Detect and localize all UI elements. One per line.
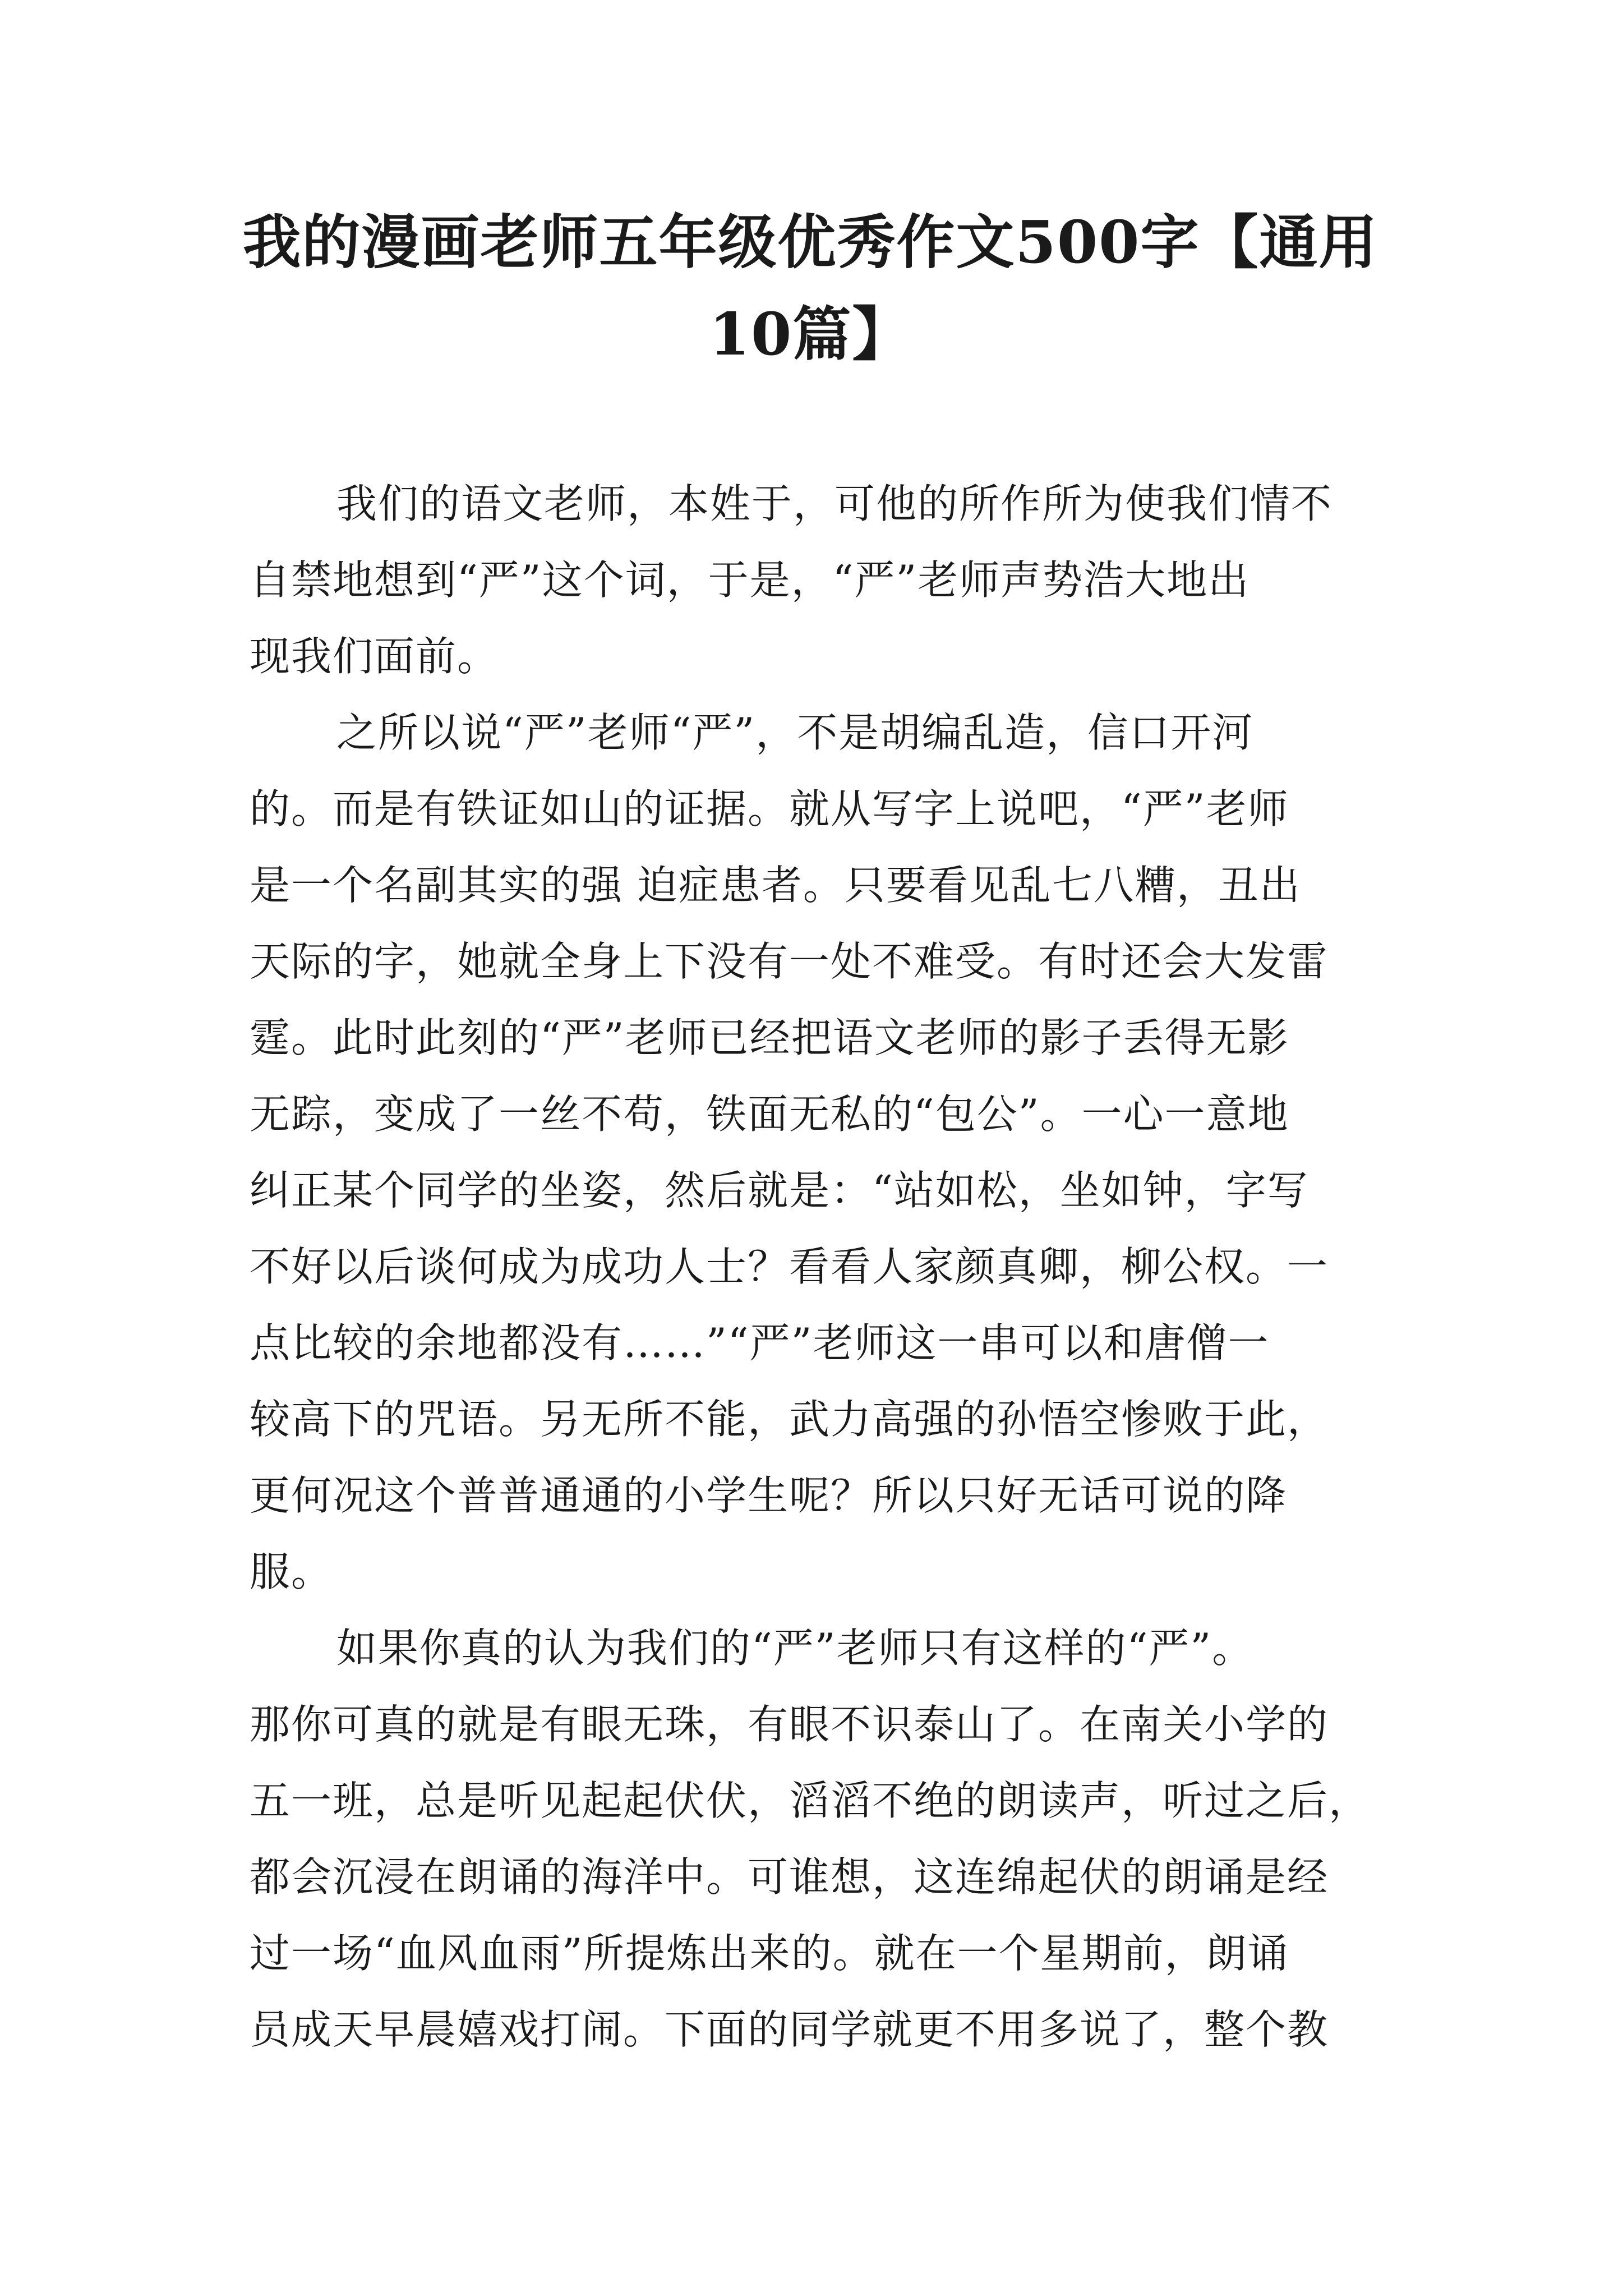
paragraph-line: 是一个名副其实的强 迫症患者。只要看见乱七八糟，丑出 xyxy=(250,862,1301,909)
paragraph-line: 现我们面前。 xyxy=(250,633,499,680)
paragraph-line: 更何况这个普普通通的小学生呢？所以只好无话可说的降 xyxy=(250,1472,1288,1519)
paragraph-line: 过一场“血风血雨”所提炼出来的。就在一个星期前，朗诵 xyxy=(250,1930,1289,1977)
paragraph-line: 纠正某个同学的坐姿，然后就是：“站如松，坐如钟，字写 xyxy=(250,1167,1309,1214)
paragraph-line: 员成天早晨嬉戏打闹。下面的同学就更不用多说了，整个教 xyxy=(250,2006,1329,2053)
title-line: 我的漫画老师五年级优秀作文500字【通用 xyxy=(242,208,1378,277)
document-title xyxy=(236,196,1385,380)
paragraph-line: 较高下的咒语。另无所不能，武力高强的孙悟空惨败于此， xyxy=(250,1396,1329,1443)
paragraph-first-line: 我们的语文老师，本姓于，可他的所作所为使我们情不 xyxy=(336,480,1333,527)
paragraph-line: 不好以后谈何成为成功人士？看看人家颜真卿，柳公权。一 xyxy=(250,1243,1329,1290)
paragraph-line: 五一班，总是听见起起伏伏，滔滔不绝的朗读声，听过之后， xyxy=(250,1777,1371,1824)
paragraph-line: 点比较的余地都没有……”“严”老师这一串可以和唐僧一 xyxy=(250,1319,1270,1366)
paragraph-line: 天际的字，她就全身上下没有一处不难受。有时还会大发雷 xyxy=(250,938,1329,985)
title-line: 10篇】 xyxy=(709,300,912,369)
document-body xyxy=(250,466,1377,2068)
paragraph-first-line: 之所以说“严”老师“严”，不是胡编乱造，信口开河 xyxy=(336,709,1254,756)
paragraph-line: 自禁地想到“严”这个词，于是，“严”老师声势浩大地出 xyxy=(250,556,1250,604)
paragraph-first-line: 如果你真的认为我们的“严”老师只有这样的“严”。 xyxy=(336,1625,1254,1672)
paragraph-line: 那你可真的就是有眼无珠，有眼不识泰山了。在南关小学的 xyxy=(250,1701,1329,1748)
paragraph-line: 都会沉浸在朗诵的海洋中。可谁想，这连绵起伏的朗诵是经 xyxy=(250,1853,1329,1901)
paragraph-line: 的。而是有铁证如山的证据。就从写字上说吧，“严”老师 xyxy=(250,785,1289,832)
paragraph-line: 无踪，变成了一丝不苟，铁面无私的“包公”。一心一意地 xyxy=(250,1091,1289,1138)
paragraph-line: 服。 xyxy=(250,1548,333,1595)
paragraph-line: 霆。此时此刻的“严”老师已经把语文老师的影子丢得无影 xyxy=(250,1014,1289,1061)
